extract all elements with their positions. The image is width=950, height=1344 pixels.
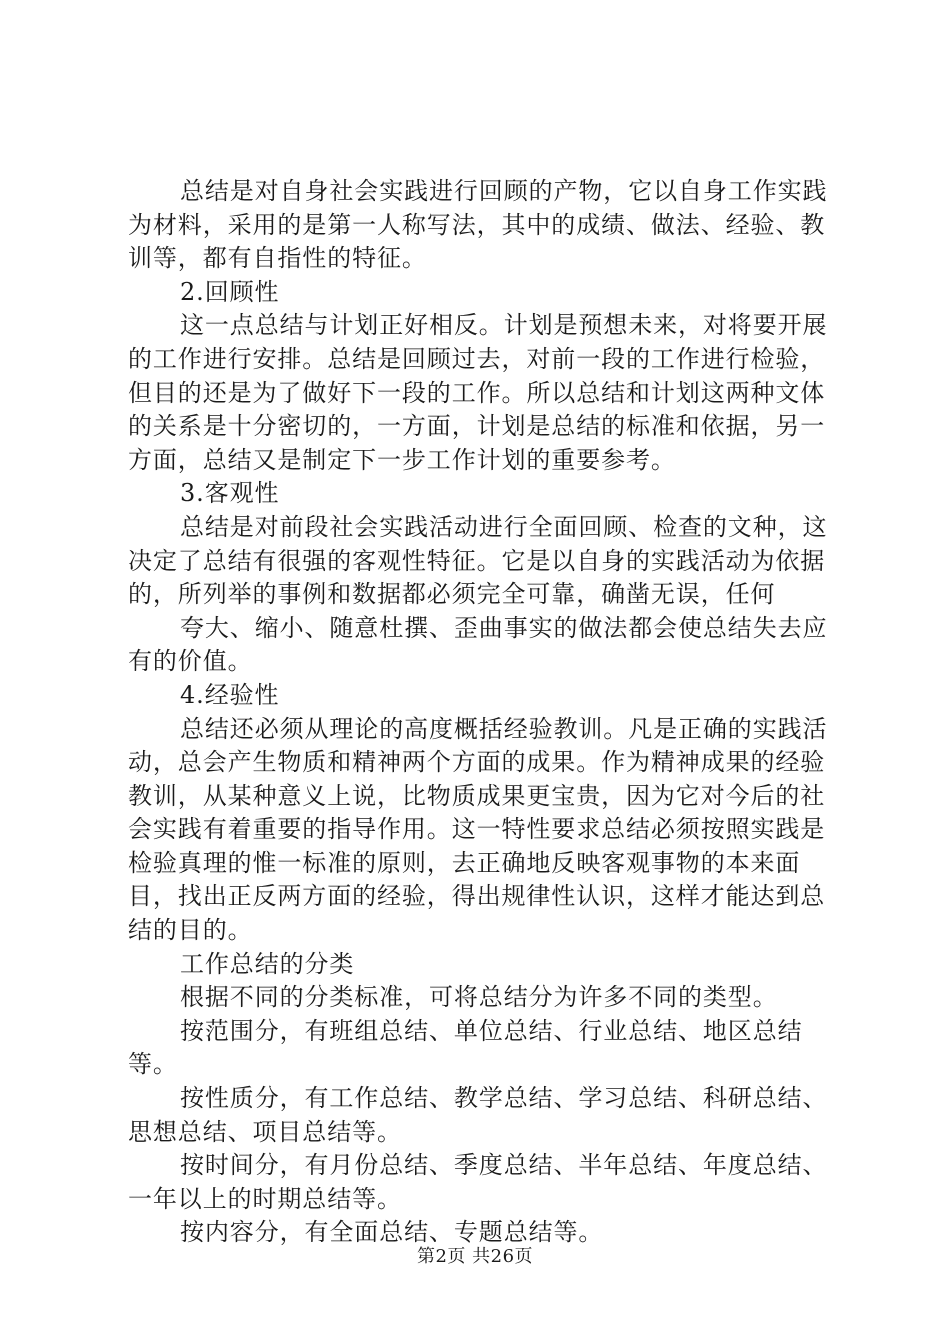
paragraph-by-content: 按内容分，有全面总结、专题总结等。 bbox=[180, 1218, 604, 1247]
paragraph-by-time: 按时间分，有月份总结、季度总结、半年总结、年度总结、一年以上的时期总结等。 bbox=[128, 1151, 828, 1213]
page-number-footer: 第2页 共26页 bbox=[416, 1246, 534, 1267]
paragraph-intro: 总结是对自身社会实践进行回顾的产物，它以自身工作实践为材料，采用的是第一人称写法，其中的成绩、做法、经验、教训等，都有自指性的特征。 bbox=[128, 177, 828, 273]
paragraph-experience: 总结还必须从理论的高度概括经验教训。凡是正确的实践活动，总会产生物质和精神两个方面的成果。作为精神成果的经验教训，从某种意义上说，比物质成果更宝贵，因为它对今后的社会实践有着重要的指导作用。这一特性要求总结必须按照实践是检验真理的惟一标准的原则，去正确地反映客观事物的本来面目，找出正反两方面的经验，得出规律性认识，这样才能达到总结的目的。 bbox=[128, 714, 828, 945]
paragraph-classification: 根据不同的分类标准，可将总结分为许多不同的类型。 bbox=[180, 983, 778, 1012]
section-heading-review: 2.回顾性 bbox=[180, 277, 280, 306]
paragraph-by-scope: 按范围分，有班组总结、单位总结、行业总结、地区总结等。 bbox=[128, 1016, 803, 1079]
document-body bbox=[128, 175, 840, 1250]
section-heading-objective: 3.客观性 bbox=[180, 479, 280, 508]
paragraph-objective: 总结是对前段社会实践活动进行全面回顾、检查的文种，这决定了总结有很强的客观性特征。它是以自身的实践活动为依据的，所列举的事例和数据都必须完全可靠，确凿无误，任何 bbox=[128, 512, 828, 609]
section-heading-experience: 4.经验性 bbox=[180, 680, 280, 709]
paragraph-objective-cont: 夸大、缩小、随意杜撰、歪曲事实的做法都会使总结失去应有的价值。 bbox=[128, 613, 828, 676]
paragraph-by-nature: 按性质分，有工作总结、教学总结、学习总结、科研总结、思想总结、项目总结等。 bbox=[128, 1084, 828, 1146]
paragraph-review: 这一点总结与计划正好相反。计划是预想未来，对将要开展的工作进行安排。总结是回顾过去，对前一段的工作进行检验，但目的还是为了做好下一段的工作。所以总结和计划这两种文体的关系是十分密切的，一方面，计划是总结的标准和依据，另一方面，总结又是制定下一步工作计划的重要参考。 bbox=[128, 311, 828, 474]
section-heading-classification: 工作总结的分类 bbox=[180, 949, 355, 978]
